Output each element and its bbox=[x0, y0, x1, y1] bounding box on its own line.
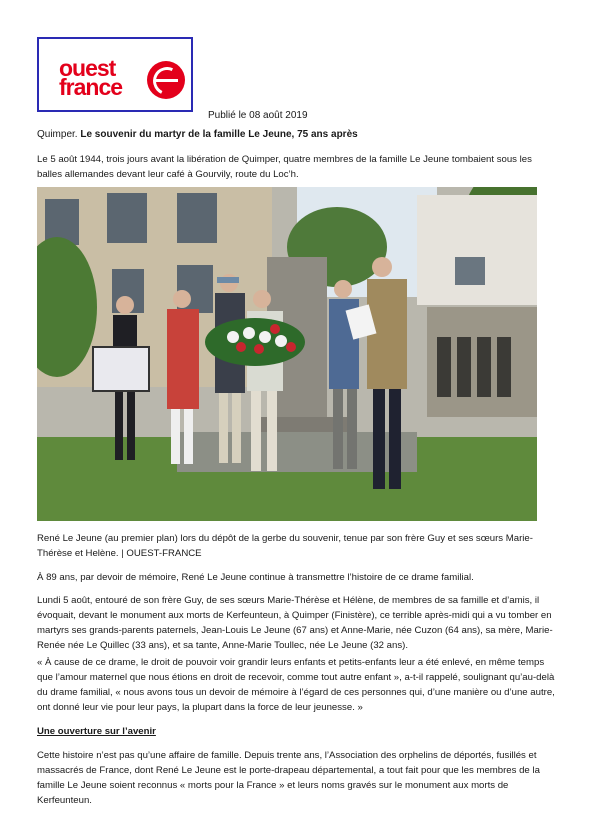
paragraph-2: Lundi 5 août, entouré de son frère Guy, de ses sœurs Marie-Thérèse et Hélène, de membres de sa famille et d’amis, il évoquait, devant le monument aux morts de Kerfeunteun, à Quimper (Finistère), ce terrible après-midi qui a vu tomber en martyrs ses grands-parents paternels, Jean-Louis Le Jeune (67 ans) et Anne-Marie, née Cuzon (64 ans), sa mère, Marie-Renée née Le Quillec (33 ans), et sa tante, Anne-Marie Toullec, née Le Jeune (32 ans). bbox=[37, 595, 553, 651]
paragraph-3: « À cause de ce drame, le droit de pouvoir voir grandir leurs enfants et petits-enfants leur a été enlevé, en même temps que l’amour maternel que nous étions en droit de recevoir, comme tout autre enfant », a-t-il rappelé, soulignant qu’au-delà du drame familial, « nous avons tous un devoir de mémoire à l’égard de ces personnes qui, d’une manière ou d’une autre, ont donné leur vie pour leur pays, la plupart dans la force de leur jeunesse. » bbox=[37, 657, 555, 713]
article-photo bbox=[37, 187, 537, 521]
ceremony-photo bbox=[37, 187, 537, 521]
photo-caption: René Le Jeune (au premier plan) lors du dépôt de la gerbe du souvenir, tenue par son frère Guy et ses sœurs Marie-Thérèse et Helène. | OUEST-FRANCE bbox=[37, 533, 533, 559]
intro-paragraph: Le 5 août 1944, trois jours avant la libération de Quimper, quatre membres de la famille Le Jeune tombaient sous les balles allemandes devant leur café à Gourvily, route du Loc’h. bbox=[37, 154, 532, 180]
subheading: Une ouverture sur l’avenir bbox=[37, 726, 156, 737]
paragraph-1: À 89 ans, par devoir de mémoire, René Le Jeune continue à transmettre l’histoire de ce drame familial. bbox=[37, 572, 474, 583]
ouest-france-logo bbox=[37, 37, 193, 112]
headline bbox=[37, 129, 557, 140]
logo-line-2: france bbox=[59, 74, 123, 100]
logo-emblem-icon bbox=[147, 61, 185, 99]
publication-date: Publié le 08 août 2019 bbox=[208, 110, 308, 121]
last-paragraph: Cette histoire n’est pas qu’une affaire de famille. Depuis trente ans, l’Association des orphelins de déportés, fusillés et massacrés de France, dont René Le Jeune est le porte-drapeau départemental, a tout fait pour que les membres de la famille Le Jeune soient reconnus « morts pour la France » et leurs noms gravés sur le monument aux morts de Kerfeunteun. bbox=[37, 750, 540, 806]
headline-place: Quimper. bbox=[37, 129, 78, 140]
headline-title: Le souvenir du martyr de la famille Le Jeune, 75 ans après bbox=[80, 129, 358, 140]
logo-line-1: ouest bbox=[59, 55, 116, 81]
logo-wordmark bbox=[59, 55, 123, 100]
